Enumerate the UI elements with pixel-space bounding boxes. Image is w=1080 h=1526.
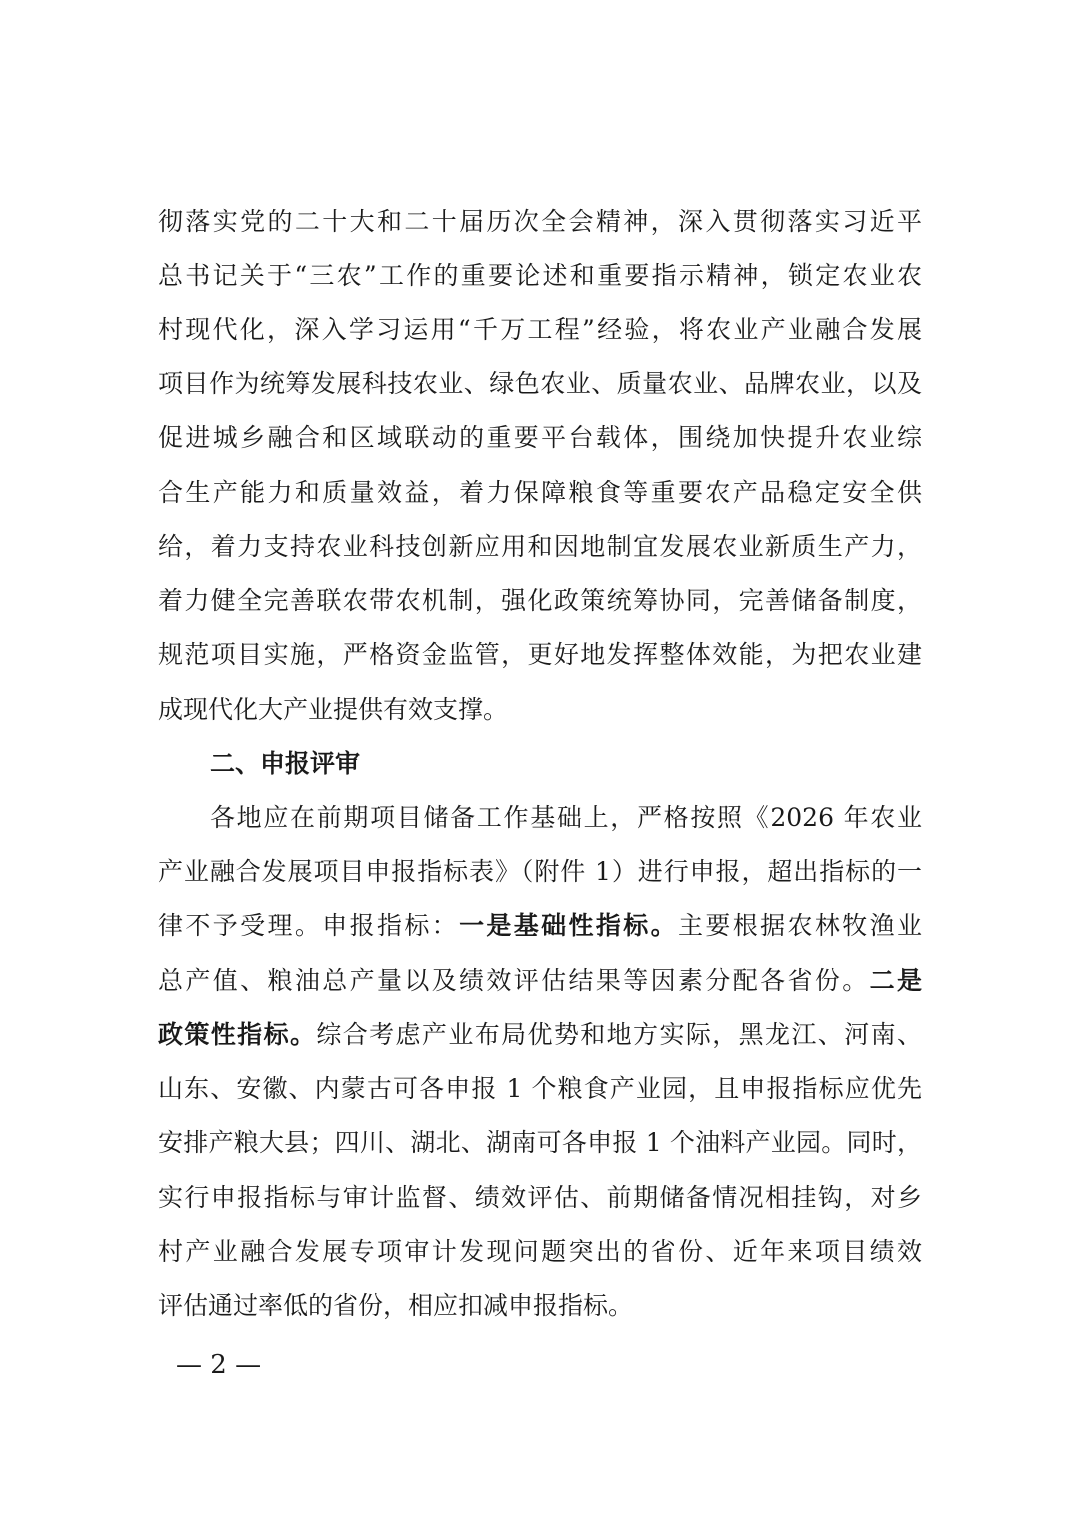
text-line: 彻落实党的二十大和二十届历次全会精神，深入贯彻落实习近平 [158, 207, 922, 236]
section-heading: 二、申报评审 [210, 749, 361, 778]
text-line: 产业融合发展项目申报指标表》（附件 1）进行申报，超出指标的一 [158, 857, 922, 886]
text-line: 规范项目实施，严格资金监管，更好地发挥整体效能，为把农业建 [158, 640, 922, 669]
text-line: 总书记关于“三农”工作的重要论述和重要指示精神，锁定农业农 [158, 261, 922, 290]
text-segment: 总产值、粮油总产量以及绩效评估结果等因素分配各省份。 [158, 966, 870, 995]
text-line: 各地应在前期项目储备工作基础上，严格按照《2026 年农业 [210, 803, 922, 832]
text-line: 合生产能力和质量效益，着力保障粮食等重要农产品稳定安全供 [158, 478, 922, 507]
text-line: 项目作为统筹发展科技农业、绿色农业、质量农业、品牌农业，以及 [158, 369, 922, 398]
text-line: 安排产粮大县；四川、湖北、湖南可各申报 1 个油料产业园。同时， [158, 1128, 922, 1157]
text-line: 实行申报指标与审计监督、绩效评估、前期储备情况相挂钩，对乡 [158, 1183, 922, 1212]
text-segment: 主要根据农林牧渔业 [678, 911, 922, 940]
bold-text-segment: 一是基础性指标。 [459, 911, 679, 940]
text-line [158, 965, 922, 997]
text-line: 村产业融合发展专项审计发现问题突出的省份、近年来项目绩效 [158, 1237, 922, 1266]
text-line: 促进城乡融合和区域联动的重要平台载体，围绕加快提升农业综 [158, 423, 922, 452]
text-line: 给，着力支持农业科技创新应用和因地制宜发展农业新质生产力， [158, 532, 922, 561]
text-line: 村现代化，深入学习运用“千万工程”经验，将农业产业融合发展 [158, 315, 922, 344]
text-segment: 律不予受理。申报指标： [158, 911, 460, 940]
text-segment: 综合考虑产业布局优势和地方实际，黑龙江、河南、 [316, 1020, 922, 1049]
text-line: 评估通过率低的省份，相应扣减申报指标。 [158, 1291, 634, 1320]
text-line: 成现代化大产业提供有效支撑。 [158, 695, 509, 724]
bold-text-segment: 政策性指标。 [158, 1020, 317, 1049]
page-number: — 2 — [176, 1350, 262, 1380]
text-line: 山东、安徽、内蒙古可各申报 1 个粮食产业园，且申报指标应优先 [158, 1074, 922, 1103]
text-line: 着力健全完善联农带农机制，强化政策统筹协同，完善储备制度， [158, 586, 922, 615]
bold-text-segment: 二是 [869, 966, 922, 995]
text-line [158, 1019, 922, 1051]
text-line [158, 910, 922, 942]
